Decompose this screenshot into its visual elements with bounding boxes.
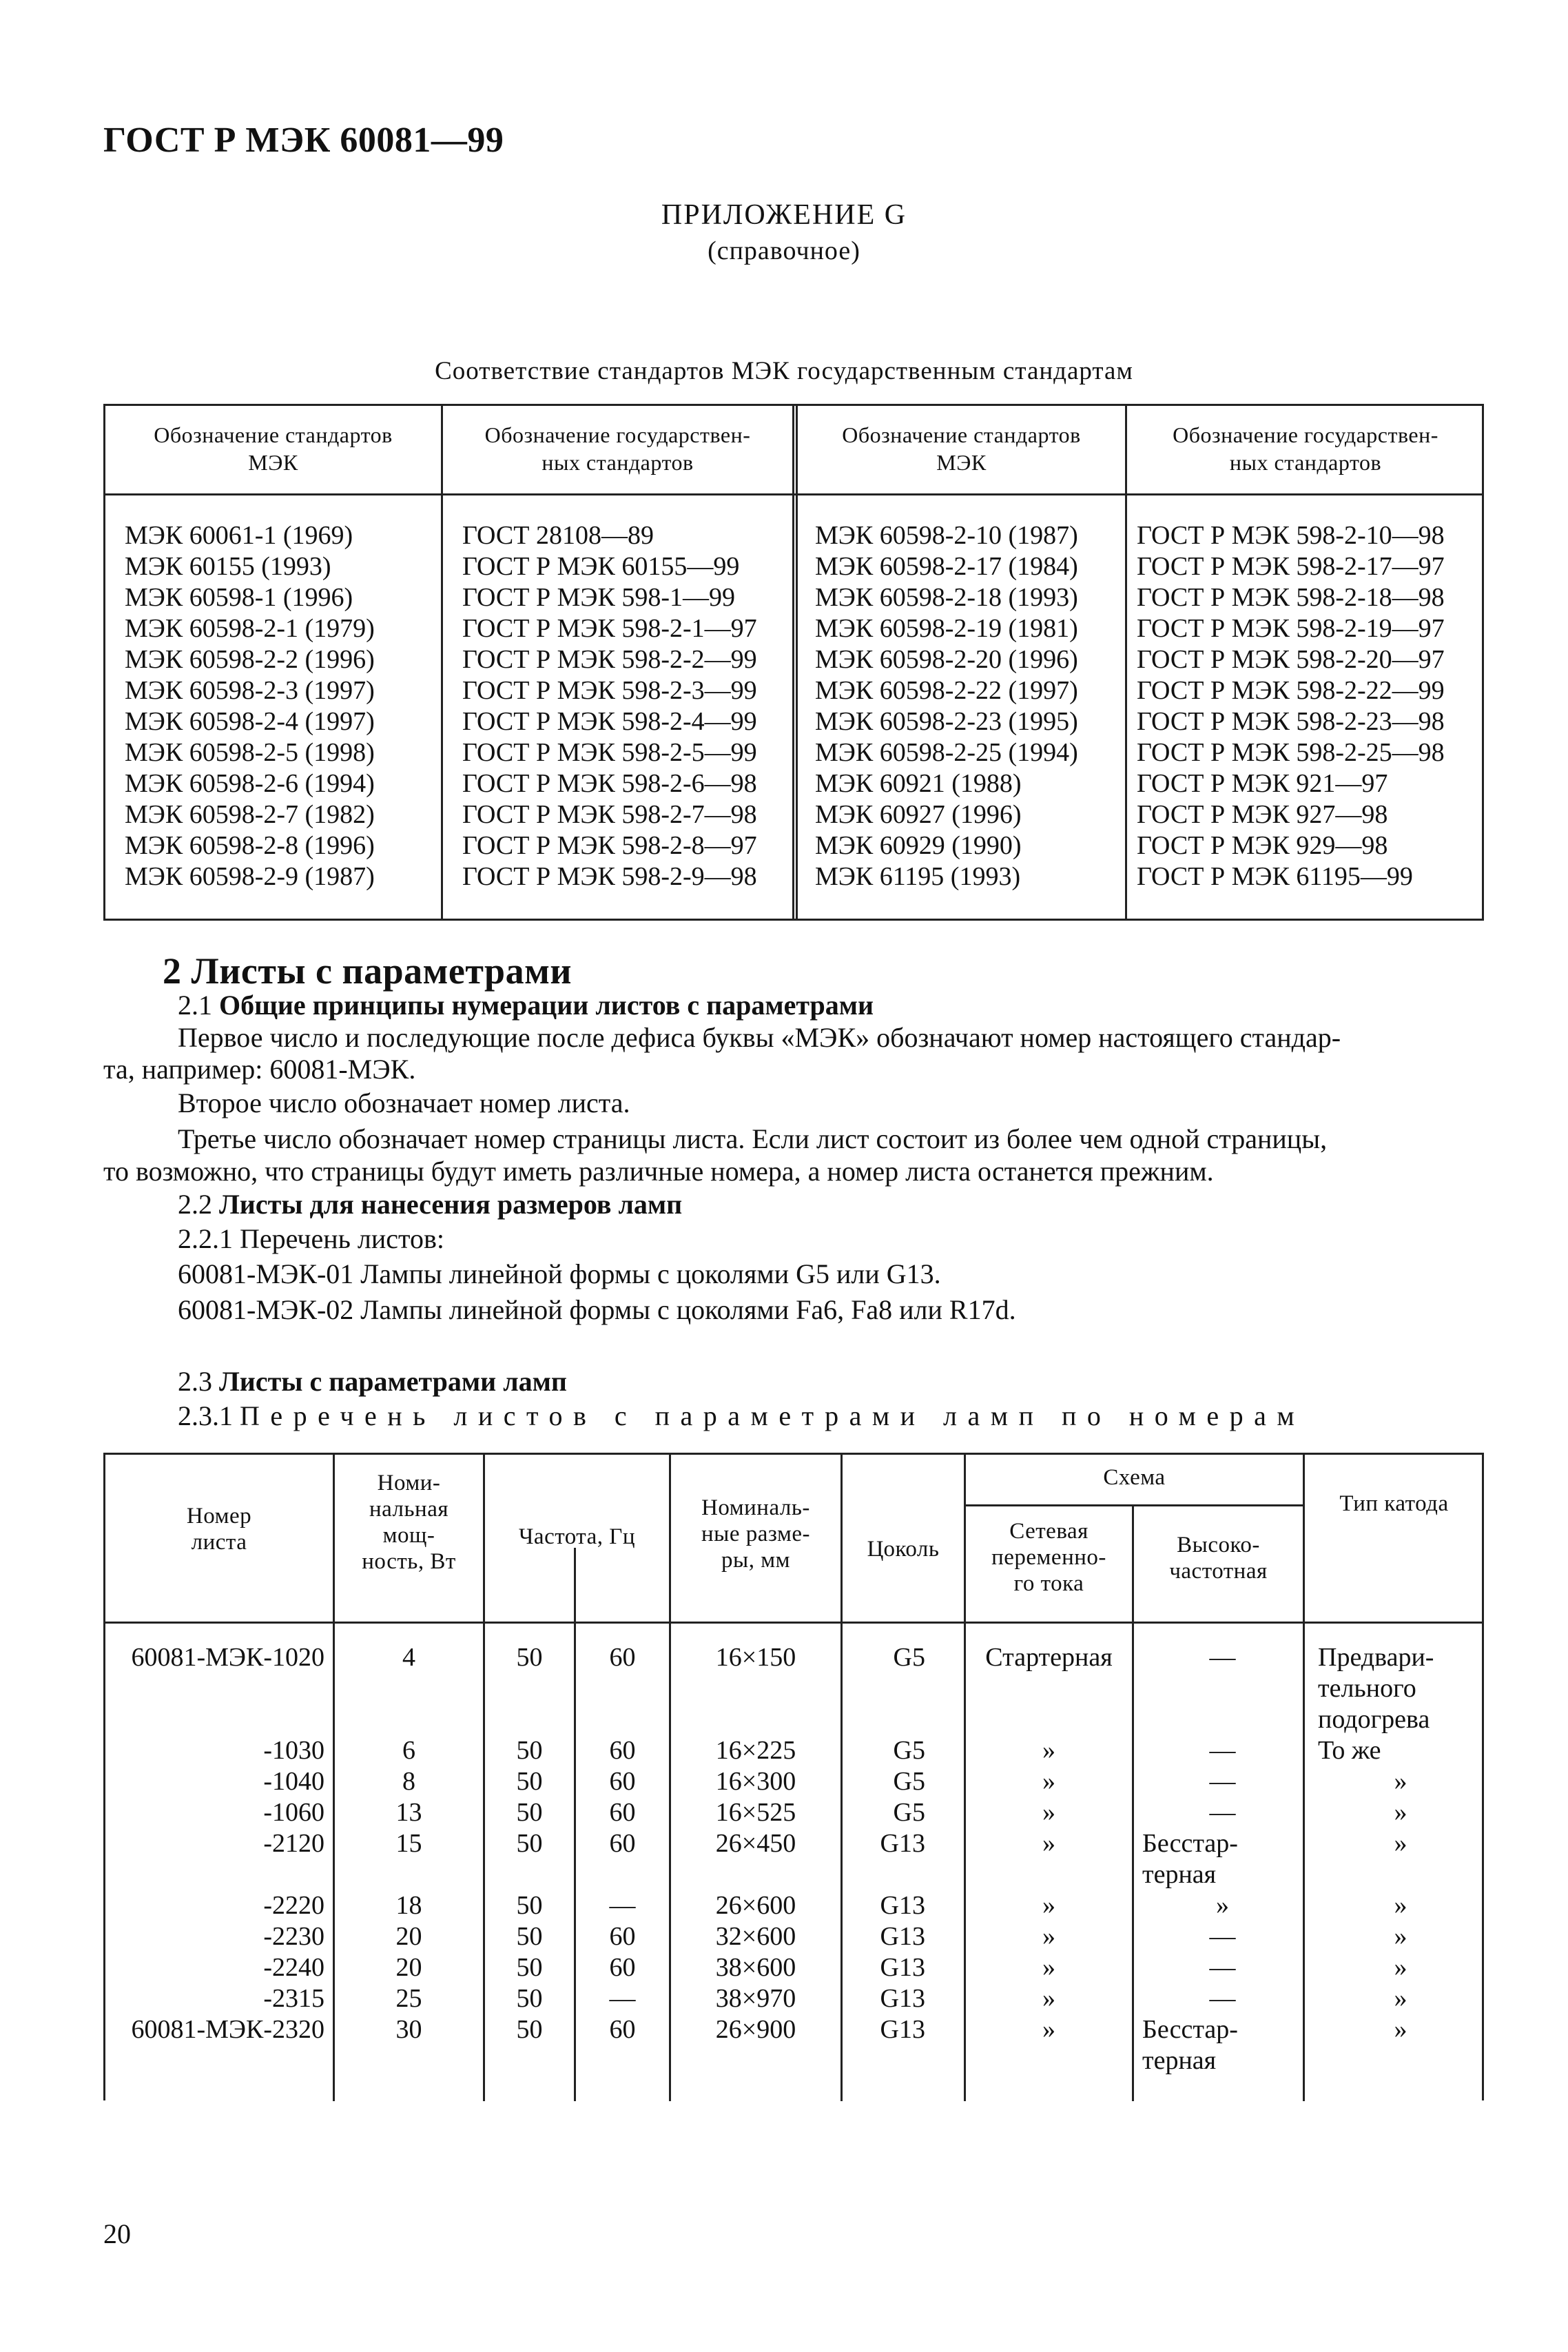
state-standard-cell: ГОСТ Р МЭК 598-2-5—99: [462, 738, 757, 767]
subsection-title: Общие принципы нумерации листов с параметрами: [219, 990, 874, 1021]
sheet-number-cell: 60081-МЭК-1020: [131, 1643, 324, 1672]
base-cell: G5: [893, 1767, 925, 1796]
header-state-standard-2: Обозначение государствен- ных стандартов: [1173, 422, 1438, 475]
frequency-60-cell: 60: [609, 1643, 636, 1672]
scheme-ac-cell: »: [1042, 1767, 1055, 1796]
sheet-number-cell: -2220: [263, 1891, 324, 1920]
dimensions-cell: 16×300: [715, 1767, 796, 1796]
subsection-2-2-heading: [178, 1189, 682, 1220]
state-standard-cell: ГОСТ Р МЭК 598-2-3—99: [462, 676, 757, 705]
paragraph-line: Первое число и последующие после дефиса буквы «МЭК» обозначают номер настоящего стандар-: [178, 1022, 1341, 1053]
sheet-list-item: 60081-МЭК-02 Лампы линейной формы с цоколями Fa6, Fa8 или R17d.: [178, 1294, 1016, 1325]
state-standard-cell: ГОСТ Р МЭК 598-2-10—98: [1137, 521, 1445, 550]
paragraph-line: Третье число обозначает номер страницы листа. Если лист состоит из более чем одной страницы,: [178, 1123, 1328, 1154]
sheet-number-cell: -2120: [263, 1829, 324, 1858]
state-standard-cell: ГОСТ Р МЭК 598-2-22—99: [1137, 676, 1445, 705]
frequency-50-cell: 50: [516, 1643, 543, 1672]
base-cell: G5: [893, 1736, 925, 1765]
power-cell: 20: [395, 1953, 422, 1982]
scheme-hf-cell: —: [1209, 1798, 1236, 1827]
scheme-ac-cell: »: [1042, 1891, 1055, 1920]
sheet-number-cell: -2315: [263, 1984, 324, 2013]
dimensions-cell: 26×900: [715, 2015, 796, 2044]
cathode-type-cell: Предвари- тельного подогрева: [1318, 1643, 1434, 1734]
state-standard-cell: ГОСТ Р МЭК 60155—99: [462, 552, 740, 581]
state-standard-cell: ГОСТ Р МЭК 598-2-25—98: [1137, 738, 1445, 767]
dimensions-cell: 16×525: [715, 1798, 796, 1827]
state-standard-cell: ГОСТ Р МЭК 598-2-19—97: [1137, 614, 1445, 643]
state-standard-cell: ГОСТ Р МЭК 598-2-8—97: [462, 831, 757, 860]
frequency-50-cell: 50: [516, 1984, 543, 2013]
sheet-number-cell: -1040: [263, 1767, 324, 1796]
base-cell: G13: [880, 1953, 925, 1982]
power-cell: 25: [395, 1984, 422, 2013]
scheme-hf-cell: »: [1216, 1891, 1229, 1920]
iec-standard-cell: МЭК 60155 (1993): [125, 552, 331, 581]
header-iec-standard-2: Обозначение стандартов МЭК: [842, 422, 1081, 475]
section-2-heading: 2 Листы с параметрами: [163, 950, 572, 992]
header-scheme-ac-mains: Сетевая переменно- го тока: [991, 1519, 1106, 1596]
frequency-60-cell: 60: [609, 2015, 636, 2044]
base-cell: G13: [880, 1829, 925, 1858]
header-scheme-high-frequency: Высоко- частотная: [1169, 1533, 1268, 1584]
subsection-number: 2.3.1: [178, 1400, 240, 1431]
iec-standard-cell: МЭК 60598-2-23 (1995): [815, 707, 1078, 736]
correspondence-table: [103, 404, 1484, 921]
paragraph: Второе число обозначает номер листа.: [178, 1087, 630, 1118]
state-standard-cell: ГОСТ Р МЭК 61195—99: [1137, 862, 1413, 891]
scheme-ac-cell: »: [1042, 1736, 1055, 1765]
cathode-type-cell: »: [1394, 1891, 1407, 1920]
frequency-60-cell: 60: [609, 1798, 636, 1827]
frequency-50-cell: 50: [516, 2015, 543, 2044]
power-cell: 18: [395, 1891, 422, 1920]
iec-standard-cell: МЭК 60921 (1988): [815, 769, 1022, 798]
state-standard-cell: ГОСТ 28108—89: [462, 521, 654, 550]
iec-standard-cell: МЭК 60927 (1996): [815, 800, 1022, 829]
frequency-60-cell: 60: [609, 1953, 636, 1982]
correspondence-table-caption: Соответствие стандартов МЭК государственным стандартам: [435, 357, 1133, 385]
base-cell: G13: [880, 2015, 925, 2044]
sheet-number-cell: 60081-МЭК-2320: [131, 2015, 324, 2044]
cathode-type-cell: »: [1394, 2015, 1407, 2044]
subsection-number: 2.1: [178, 990, 219, 1021]
subsection-number: 2.2: [178, 1189, 219, 1220]
base-cell: G13: [880, 1922, 925, 1951]
header-state-standard-1: Обозначение государствен- ных стандартов: [484, 422, 751, 475]
cathode-type-cell: »: [1394, 1767, 1407, 1796]
header-cathode-type: Тип катода: [1339, 1491, 1449, 1516]
frequency-50-cell: 50: [516, 1953, 543, 1982]
scheme-ac-cell: »: [1042, 1922, 1055, 1951]
header-bottom-line: [105, 1622, 1483, 1624]
iec-standard-cell: МЭК 60598-2-1 (1979): [125, 614, 375, 643]
iec-standard-cell: МЭК 61195 (1993): [815, 862, 1021, 891]
scheme-ac-cell: »: [1042, 1829, 1055, 1858]
iec-standard-cell: МЭК 60598-2-10 (1987): [815, 521, 1078, 550]
state-standard-cell: ГОСТ Р МЭК 598-2-6—98: [462, 769, 757, 798]
power-cell: 6: [402, 1736, 415, 1765]
cathode-type-cell: »: [1394, 1798, 1407, 1827]
header-sheet-number: Номер листа: [186, 1504, 252, 1555]
state-standards-list-1: [462, 520, 757, 892]
iec-standard-cell: МЭК 60598-2-3 (1997): [125, 676, 375, 705]
state-standard-cell: ГОСТ Р МЭК 598-2-17—97: [1137, 552, 1445, 581]
sheet-number-cell: -2230: [263, 1922, 324, 1951]
cathode-type-cell: »: [1394, 1984, 1407, 2013]
frequency-50-cell: 50: [516, 1767, 543, 1796]
iec-standard-cell: МЭК 60598-1 (1996): [125, 583, 353, 612]
state-standard-cell: ГОСТ Р МЭК 598-2-9—98: [462, 862, 757, 891]
iec-standard-cell: МЭК 60929 (1990): [815, 831, 1022, 860]
iec-standard-cell: МЭК 60598-2-9 (1987): [125, 862, 375, 891]
scheme-ac-cell: »: [1042, 1984, 1055, 2013]
iec-standard-cell: МЭК 60598-2-19 (1981): [815, 614, 1078, 643]
iec-standard-cell: МЭК 60598-2-20 (1996): [815, 645, 1078, 674]
frequency-50-cell: 50: [516, 1922, 543, 1951]
state-standard-cell: ГОСТ Р МЭК 929—98: [1137, 831, 1388, 860]
base-cell: G13: [880, 1984, 925, 2013]
iec-standard-cell: МЭК 60598-2-25 (1994): [815, 738, 1078, 767]
header-nominal-power: Номи- нальная мощ- ность, Вт: [362, 1471, 456, 1574]
scheme-ac-cell: »: [1042, 2015, 1055, 2044]
scheme-hf-cell: Бесстар- терная: [1142, 1829, 1238, 1889]
dimensions-cell: 16×150: [715, 1643, 796, 1672]
iec-standard-cell: МЭК 60598-2-2 (1996): [125, 645, 375, 674]
base-cell: G5: [893, 1643, 925, 1672]
sheet-number-cell: -2240: [263, 1953, 324, 1982]
header-frequency: Частота, Гц: [518, 1524, 635, 1549]
iec-standard-cell: МЭК 60598-2-6 (1994): [125, 769, 375, 798]
state-standard-cell: ГОСТ Р МЭК 598-2-2—99: [462, 645, 757, 674]
iec-standard-cell: МЭК 60598-2-22 (1997): [815, 676, 1078, 705]
dimensions-cell: 38×600: [715, 1953, 796, 1982]
subsection-title: Листы с параметрами ламп: [219, 1366, 567, 1397]
scheme-ac-cell: »: [1042, 1953, 1055, 1982]
state-standard-cell: ГОСТ Р МЭК 598-2-7—98: [462, 800, 757, 829]
header-scheme: Схема: [1103, 1465, 1166, 1490]
cathode-type-cell: »: [1394, 1953, 1407, 1982]
cathode-type-cell: »: [1394, 1829, 1407, 1858]
power-cell: 4: [402, 1643, 415, 1672]
subsection-title: Перечень листов с параметрами ламп по номерам: [240, 1400, 1306, 1431]
sheet-number-cell: -1060: [263, 1798, 324, 1827]
paragraph-line: то возможно, что страницы будут иметь различные номера, а номер листа останется прежним.: [103, 1156, 1214, 1187]
frequency-60-cell: —: [609, 1891, 636, 1920]
frequency-60-cell: 60: [609, 1829, 636, 1858]
base-cell: G5: [893, 1798, 925, 1827]
frequency-50-cell: 50: [516, 1829, 543, 1858]
scheme-hf-cell: Бесстар- терная: [1142, 2015, 1238, 2075]
sheet-list-item: 60081-МЭК-01 Лампы линейной формы с цоколями G5 или G13.: [178, 1258, 941, 1289]
sheet-number-cell: -1030: [263, 1736, 324, 1765]
state-standard-cell: ГОСТ Р МЭК 598-2-18—98: [1137, 583, 1445, 612]
iec-standards-list-1: [125, 520, 375, 892]
document-title: ГОСТ Р МЭК 60081—99: [103, 121, 504, 160]
scheme-ac-cell: »: [1042, 1798, 1055, 1827]
state-standard-cell: ГОСТ Р МЭК 921—97: [1137, 769, 1388, 798]
appendix-subtitle: (справочное): [708, 236, 860, 265]
column-divider: [1132, 1504, 1134, 2101]
subsection-2-1-heading: [178, 990, 874, 1021]
iec-standard-cell: МЭК 60598-2-18 (1993): [815, 583, 1078, 612]
frequency-60-cell: 60: [609, 1767, 636, 1796]
power-cell: 13: [395, 1798, 422, 1827]
base-cell: G13: [880, 1891, 925, 1920]
state-standard-cell: ГОСТ Р МЭК 598-2-23—98: [1137, 707, 1445, 736]
iec-standards-list-2: [815, 520, 1078, 892]
iec-standard-cell: МЭК 60598-2-5 (1998): [125, 738, 375, 767]
column-divider: [1125, 406, 1127, 919]
state-standard-cell: ГОСТ Р МЭК 598-1—99: [462, 583, 735, 612]
cathode-type-cell: »: [1394, 1922, 1407, 1951]
subsection-2-2-1: 2.2.1 Перечень листов:: [178, 1223, 444, 1254]
iec-standard-cell: МЭК 60598-2-4 (1997): [125, 707, 375, 736]
power-cell: 20: [395, 1922, 422, 1951]
power-cell: 15: [395, 1829, 422, 1858]
scheme-hf-cell: —: [1209, 1736, 1236, 1765]
frequency-60-cell: 60: [609, 1736, 636, 1765]
frequency-50-cell: 50: [516, 1891, 543, 1920]
dimensions-cell: 16×225: [715, 1736, 796, 1765]
scheme-hf-cell: —: [1209, 1922, 1236, 1951]
scheme-hf-cell: —: [1209, 1767, 1236, 1796]
cathode-type-cell: То же: [1318, 1736, 1381, 1765]
appendix-title: ПРИЛОЖЕНИЕ G: [661, 199, 907, 231]
subsection-title: Листы для нанесения размеров ламп: [219, 1189, 683, 1220]
dimensions-cell: 26×600: [715, 1891, 796, 1920]
iec-standard-cell: МЭК 60061-1 (1969): [125, 521, 353, 550]
frequency-50-cell: 50: [516, 1736, 543, 1765]
dimensions-cell: 26×450: [715, 1829, 796, 1858]
dimensions-cell: 38×970: [715, 1984, 796, 2013]
power-cell: 30: [395, 2015, 422, 2044]
scheme-hf-cell: —: [1209, 1953, 1236, 1982]
subsection-2-3-heading: [178, 1366, 567, 1398]
scheme-hf-cell: —: [1209, 1643, 1236, 1672]
state-standard-cell: ГОСТ Р МЭК 598-2-1—97: [462, 614, 757, 643]
scheme-hf-cell: —: [1209, 1984, 1236, 2013]
power-cell: 8: [402, 1767, 415, 1796]
header-iec-standard-1: Обозначение стандартов МЭК: [154, 422, 393, 475]
page-number: 20: [103, 2218, 131, 2249]
iec-standard-cell: МЭК 60598-2-7 (1982): [125, 800, 375, 829]
state-standard-cell: ГОСТ Р МЭК 598-2-4—99: [462, 707, 757, 736]
scheme-ac-cell: Стартерная: [985, 1643, 1113, 1672]
column-divider: [441, 406, 443, 919]
state-standard-cell: ГОСТ Р МЭК 598-2-20—97: [1137, 645, 1445, 674]
header-nominal-dimensions: Номиналь- ные разме- ры, мм: [701, 1495, 810, 1573]
header-base: Цоколь: [867, 1537, 940, 1562]
subsection-number: 2.3: [178, 1366, 219, 1397]
lamp-parameters-table: [103, 1453, 1484, 2100]
dimensions-cell: 32×600: [715, 1922, 796, 1951]
row-divider: [964, 1504, 1303, 1506]
iec-standard-cell: МЭК 60598-2-17 (1984): [815, 552, 1078, 581]
frequency-50-cell: 50: [516, 1798, 543, 1827]
state-standards-list-2: [1137, 520, 1445, 892]
frequency-60-cell: —: [609, 1984, 636, 2013]
column-divider: [1303, 1455, 1305, 2101]
frequency-60-cell: 60: [609, 1922, 636, 1951]
column-double-divider: [792, 406, 798, 919]
paragraph-line: та, например: 60081-МЭК.: [103, 1054, 416, 1085]
subsection-2-3-1-heading: [178, 1400, 1305, 1432]
state-standard-cell: ГОСТ Р МЭК 927—98: [1137, 800, 1388, 829]
iec-standard-cell: МЭК 60598-2-8 (1996): [125, 831, 375, 860]
